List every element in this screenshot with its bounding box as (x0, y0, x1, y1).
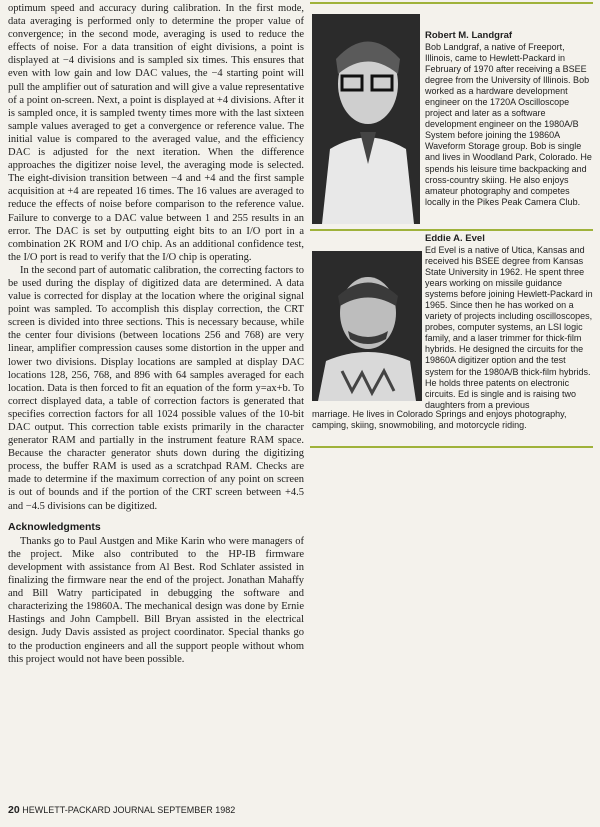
bio-text-indented: Ed Evel is a native of Utica, Kansas and received his BSEE degree from Kansas State University in 1962. He spent three years working on missile guidance systems before joining Hewlett-Packard in 1965. Since then he has worked on a variety of projects including oscilloscopes, probes, computer systems, an LSI logic family, and a laser trimmer for thick-film hybrids. He designed the circuits for the 19860A digitizer option and the test system for the 1980A/B thick-film hybrids. He holds three patents on electronic circuits. Ed is single and is raising two daughters from a previous (425, 245, 593, 410)
journal-name: HEWLETT-PACKARD JOURNAL SEPTEMBER 1982 (22, 805, 236, 815)
author-bios-column (310, 2, 593, 448)
bio-evel (310, 231, 593, 446)
bio-landgraf-text-block (425, 30, 593, 208)
acknowledgments-text: Thanks go to Paul Austgen and Mike Karin who were managers of the project. Mike also contributed to the HP-IB firmware development with assistance from Al Best. Rod Schlater assisted in finalizing the firmware near the end of the project. Jonathan Mahaffy and Bill Watry participated in debugging the software and characterizing the 19860A. The mechanical design was done by Ernie Hastings and John Campbell. Bill Bryan assisted in the electrical design. Judy Davis assisted as project coordinator. Special thanks go to the production engineers and all the support people without whom this project would not have been possible. (8, 535, 304, 665)
author-photo-landgraf (312, 14, 420, 224)
bio-name: Robert M. Landgraf (425, 30, 513, 41)
bio-evel-text-block (425, 233, 593, 411)
acknowledgments-heading: Acknowledgments (8, 520, 101, 533)
body-paragraph-1: optimum speed and accuracy during calibration. In the first mode, data averaging is performed only to determine the proper value of convergence; in the second mode, averaging is used to reduce the effects of noise. For a data transition of eight divisions, a point is displayed at −4 divisions and is sampled six times. This ensures that even with low gain and low DAC values, the −4 starting point will pull the amplifier out of saturation and will give a value representative of a point on-screen. Next, a point is displayed at +4 divisions. After it is sampled once, it is sampled twenty times more with the last sixteen sample values averaged to get a convergence or reference value. The initial value is compared to the averaged value, and the efficiency DAC is adjusted for the next iteration. When the difference approaches the digitizer noise level, the averaging mode is selected. The eight-division transition between −4 and +4 and the first sample acquisition at +4 are repeated 16 times. The 16 values are averaged to reduce the effects of noise before comparison to the reference value. Failure to converge to a DAC value between 1 and 255 results in an error. The DAC is set by outputting eight bits to an I/O port in a combination 2K ROM and I/O chip. As an additional confidence test, the I/O port is read to verify that the I/O chip is operating. (8, 3, 304, 263)
main-article-column (8, 2, 304, 666)
bio-landgraf (310, 4, 593, 229)
bio-name: Eddie A. Evel (425, 233, 485, 244)
page-footer (8, 804, 235, 816)
bottom-rule (310, 446, 593, 448)
page-number: 20 (8, 804, 20, 816)
author-photo-evel (312, 251, 422, 401)
body-paragraph-2: In the second part of automatic calibration, the correcting factors to be used during the display of digitized data are determined. A data value is corrected for display at the location where the original signal point was sampled. To accomplish this display correction, the CRT screen is divided into three sections. This is necessary because, while the center four divisions (between locations 256 and 768) are very linear, amplifier compression causes some distortion in the upper and lower two divisions. Display locations are sampled at display DAC locations 128, 256, 768, and 896 with 64 samples averaged for each location. Data is then forced to fit an equation of the form y=ax+b. To correct displayed data, a table of correction factors is generated that specifies correction factors for all 1024 possible values of the 10-bit DAC output. This correction table exists primarily in the character generator RAM and partially in the instrument feature RAM space. Because the character generator shuts down during the digitizing process, the buffer RAM is used as a scratchpad RAM. Checks are made to determine if the maximum correction of any point on screen is out of bounds and if the portion of the CRT screen between +4.5 and −4.5 divisions can be digitized. (8, 264, 304, 512)
bio-text: Bob Landgraf, a native of Freeport, Illinois, came to Hewlett-Packard in February of 1970 after receiving a BSEE degree from the University of Illinois. Bob worked as a hardware development engineer on the 1720A Oscilloscope project and later as a software development engineer on the 1980A/B System before joining the 19860A Waveform Storage group. Bob is single and lives in Woodland Park, Colorado. He spends his leisure time backpacking and cross-country skiing. He also enjoys amateur photography and competes locally in the Pikes Peak Camera Club. (425, 42, 592, 207)
bio-text-full-width: marriage. He lives in Colorado Springs and enjoys photography, camping, skiing, snowmobiling, and motorcycle riding. (312, 409, 567, 431)
